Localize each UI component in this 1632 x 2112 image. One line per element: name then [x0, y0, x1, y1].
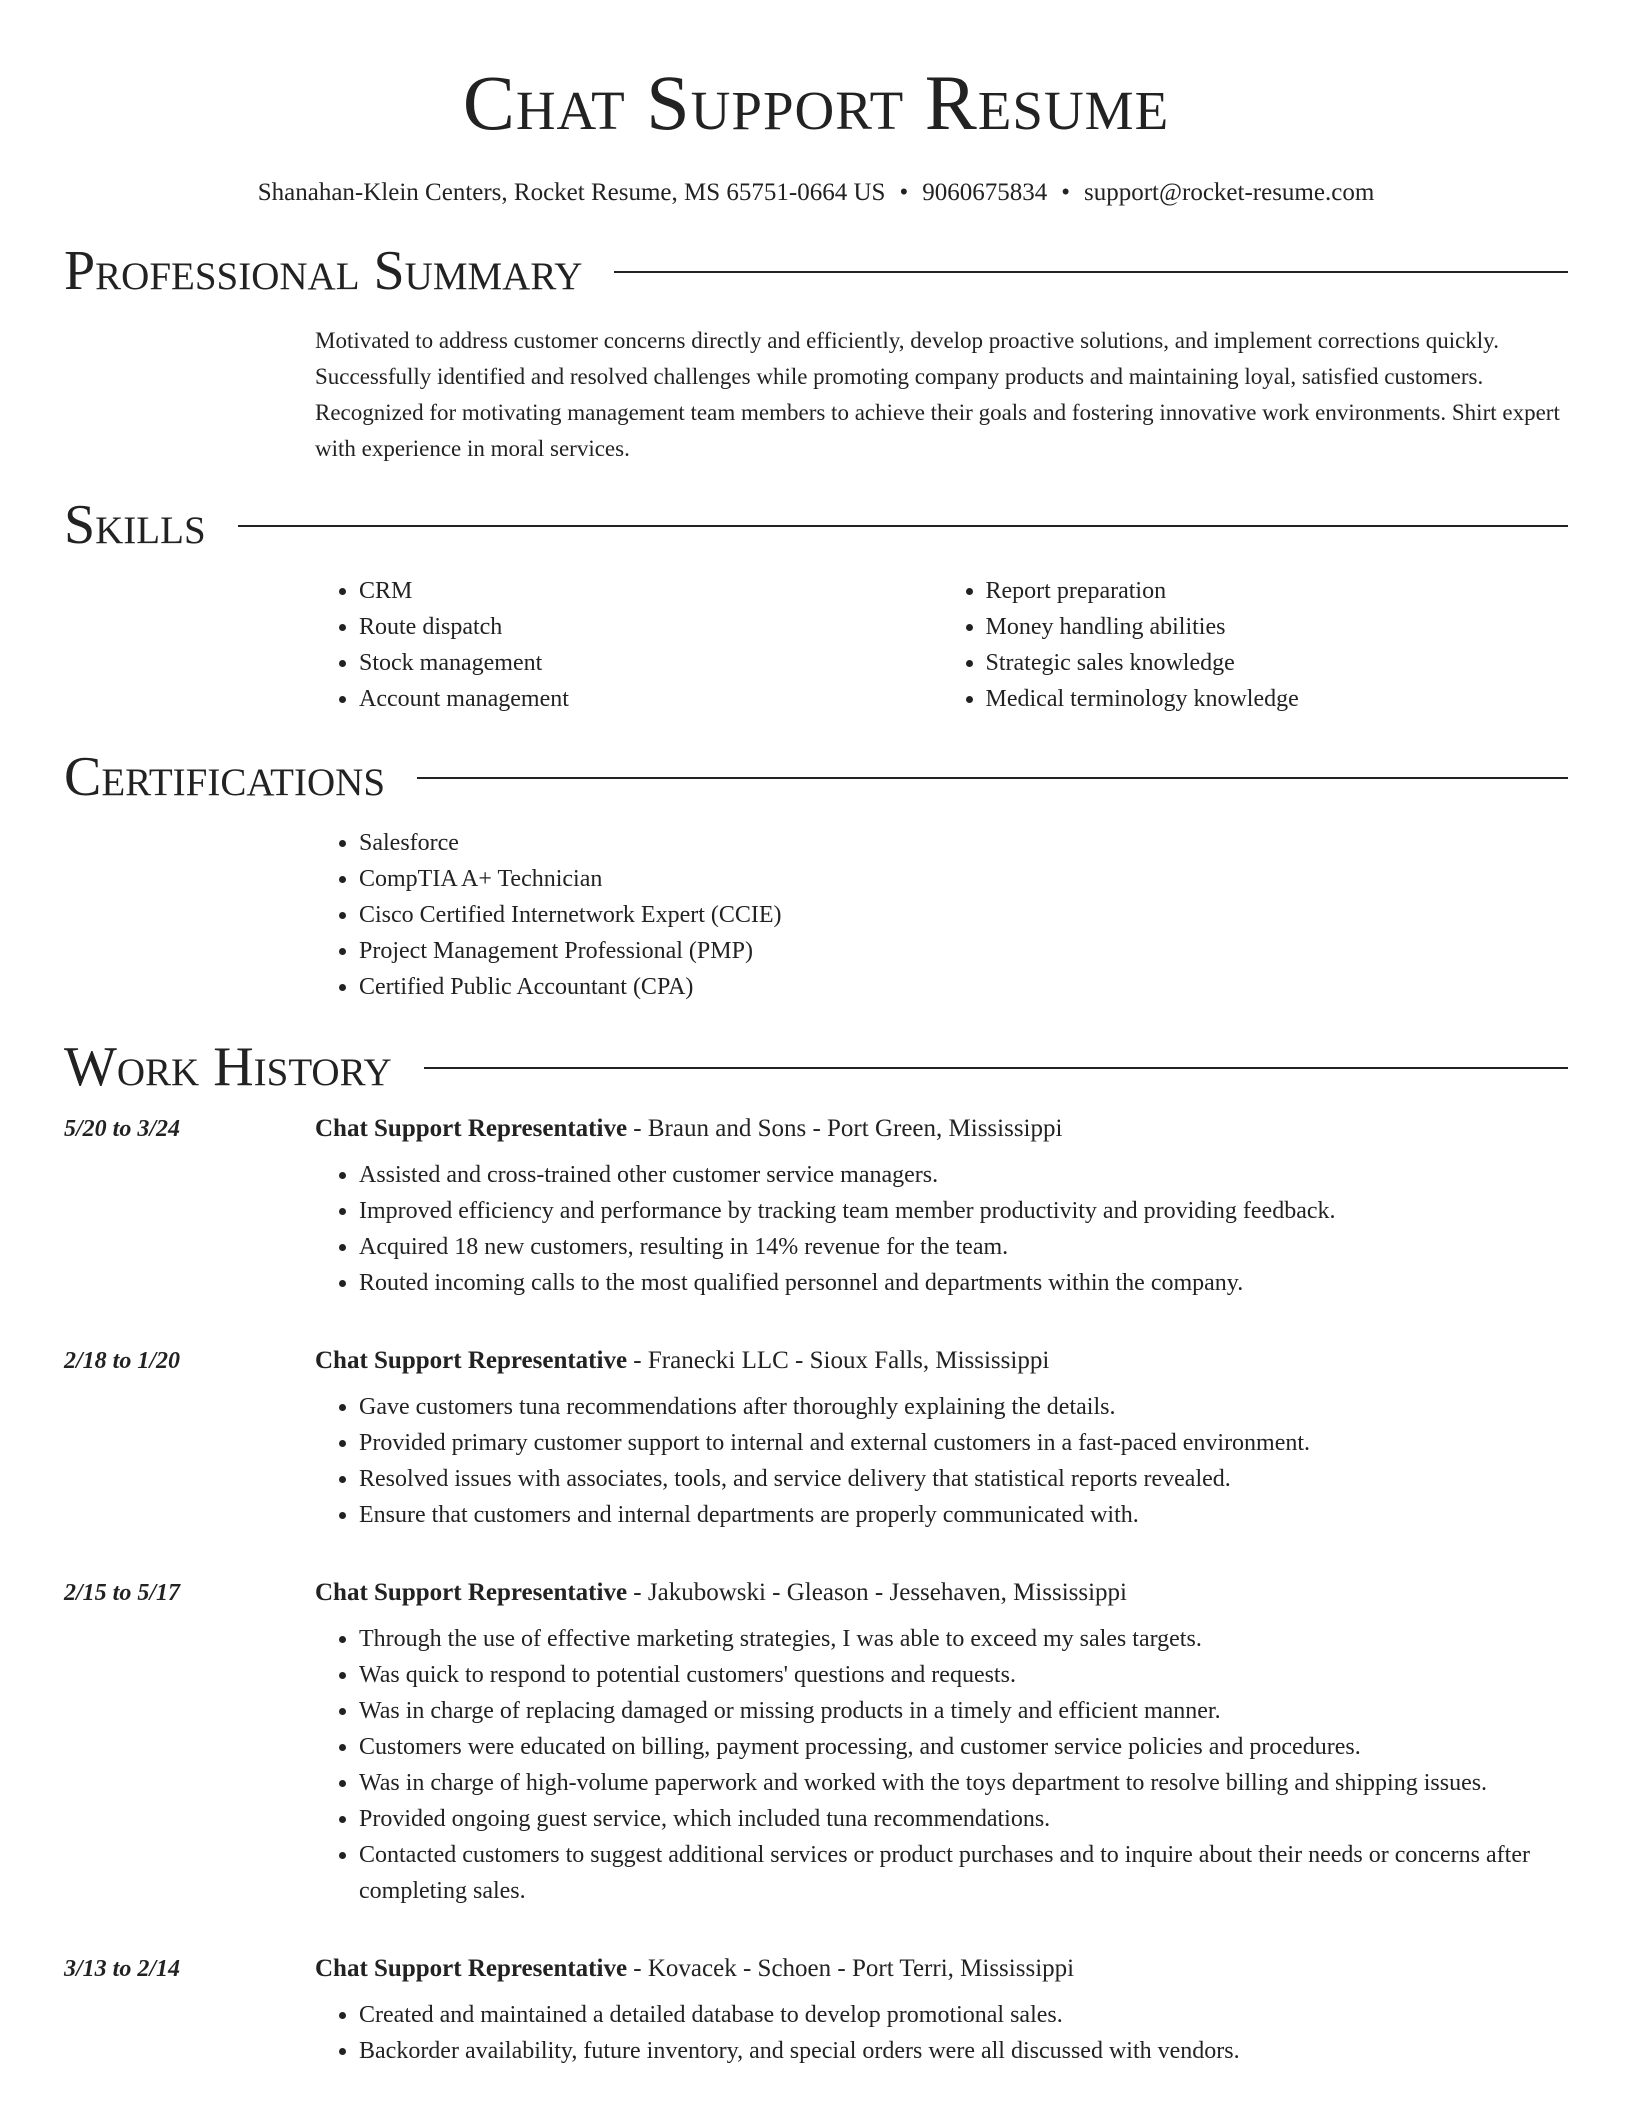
section-divider — [614, 271, 1568, 273]
job-bullet: • Resolved issues with associates, tools, and service delivery that statistical reports revealed. — [359, 1461, 1568, 1497]
job-role: Chat Support Representative — [315, 1579, 628, 1606]
job-dates: 3/13 to 2/14 — [64, 1956, 181, 1982]
certification-item: • Certified Public Accountant (CPA) — [359, 969, 1568, 1005]
job-title-line — [315, 1955, 1074, 1983]
certification-item: • Salesforce — [359, 825, 1568, 861]
section-title-skills: Skills — [64, 494, 206, 556]
job-bullet: • Routed incoming calls to the most qualified personnel and departments within the company. — [359, 1265, 1568, 1301]
section-divider — [417, 777, 1568, 779]
job-dates: 2/18 to 1/20 — [64, 1348, 181, 1374]
job-bullets — [315, 1621, 1568, 1909]
summary-text: Motivated to address customer concerns directly and efficiently, develop proactive solutions, and implement corrections quickly. Successfully identified and resolved challenges while promoting company products and maintaining loyal, satisfied customers. Recognized for motivating management team members to achieve their goals and fostering innovative work environments. Shirt expert with experience in moral services. — [315, 328, 1560, 461]
job-header — [64, 1955, 1568, 1983]
job-title-line — [315, 1579, 1127, 1607]
contact-email: support@rocket-resume.com — [1083, 179, 1375, 206]
certification-item: • CompTIA A+ Technician — [359, 861, 1568, 897]
skill-item: • Report preparation — [986, 573, 1569, 609]
job-bullet: • Acquired 18 new customers, resulting in 14% revenue for the team. — [359, 1229, 1568, 1265]
job-bullets — [315, 1389, 1568, 1533]
job-role: Chat Support Representative — [315, 1347, 628, 1374]
job-bullet: • Improved efficiency and performance by tracking team member productivity and providing feedback. — [359, 1193, 1568, 1229]
contact-separator: • — [899, 179, 909, 206]
section-header-certifications — [64, 746, 1568, 808]
skill-item: • Medical terminology knowledge — [986, 681, 1569, 717]
job-title-line — [315, 1115, 1062, 1143]
certification-item: • Project Management Professional (PMP) — [359, 933, 1568, 969]
job-employer: - Jakubowski - Gleason - Jessehaven, Mississippi — [627, 1579, 1127, 1606]
job-header — [64, 1347, 1568, 1375]
job-entry — [64, 1579, 1568, 1909]
resume-title: Chat Support Resume — [462, 59, 1170, 146]
job-title-line — [315, 1347, 1049, 1375]
job-bullet: • Provided primary customer support to internal and external customers in a fast-paced environment. — [359, 1425, 1568, 1461]
job-dates: 2/15 to 5/17 — [64, 1580, 181, 1606]
section-title-certifications: Certifications — [64, 746, 386, 808]
job-bullet: • Ensure that customers and internal departments are properly communicated with. — [359, 1497, 1568, 1533]
job-entry — [64, 1115, 1568, 1301]
job-header — [64, 1579, 1568, 1607]
skill-item: • Strategic sales knowledge — [986, 645, 1569, 681]
contact-address: Shanahan-Klein Centers, Rocket Resume, MS 65751-0664 US — [257, 179, 886, 206]
section-divider — [238, 525, 1568, 527]
job-role: Chat Support Representative — [315, 1115, 628, 1142]
skill-item: • Money handling abilities — [986, 609, 1569, 645]
job-role: Chat Support Representative — [315, 1955, 628, 1982]
contact-line — [64, 180, 1568, 205]
skill-item: • CRM — [359, 573, 942, 609]
certification-item: • Cisco Certified Internetwork Expert (CCIE) — [359, 897, 1568, 933]
job-header — [64, 1115, 1568, 1143]
job-bullet: • Was in charge of replacing damaged or missing products in a timely and efficient manner. — [359, 1693, 1568, 1729]
job-employer: - Franecki LLC - Sioux Falls, Mississippi — [627, 1347, 1050, 1374]
job-entry — [64, 1955, 1568, 2069]
skill-item: • Account management — [359, 681, 942, 717]
skill-item: • Route dispatch — [359, 609, 942, 645]
section-title-summary: Professional Summary — [64, 240, 583, 302]
skills-column-right — [942, 573, 1569, 717]
job-bullet: • Backorder availability, future inventory, and special orders were all discussed with vendors. — [359, 2033, 1568, 2069]
job-dates: 5/20 to 3/24 — [64, 1116, 181, 1142]
job-bullet: • Assisted and cross-trained other customer service managers. — [359, 1157, 1568, 1193]
job-bullet: • Was in charge of high-volume paperwork and worked with the toys department to resolve billing and shipping issues. — [359, 1765, 1568, 1801]
section-header-work-history — [64, 1036, 1568, 1098]
job-employer: - Kovacek - Schoen - Port Terri, Mississippi — [627, 1955, 1075, 1982]
job-bullet: • Through the use of effective marketing strategies, I was able to exceed my sales targets. — [359, 1621, 1568, 1657]
section-header-skills — [64, 494, 1568, 556]
job-bullets — [315, 1157, 1568, 1301]
job-entry — [64, 1347, 1568, 1533]
job-bullet: • Provided ongoing guest service, which included tuna recommendations. — [359, 1801, 1568, 1837]
certifications-list — [315, 825, 1568, 1005]
job-bullet: • Was quick to respond to potential customers' questions and requests. — [359, 1657, 1568, 1693]
job-bullet: • Customers were educated on billing, payment processing, and customer service policies and procedures. — [359, 1729, 1568, 1765]
job-bullet: • Created and maintained a detailed database to develop promotional sales. — [359, 1997, 1568, 2033]
skills-list — [315, 573, 1568, 717]
skills-column-left — [315, 573, 942, 717]
skill-item: • Stock management — [359, 645, 942, 681]
section-header-summary — [64, 240, 1568, 302]
job-employer: - Braun and Sons - Port Green, Mississippi — [627, 1115, 1063, 1142]
section-divider — [424, 1067, 1568, 1069]
job-bullets — [315, 1997, 1568, 2069]
certifications-items — [315, 825, 1568, 1005]
contact-phone: 9060675834 — [922, 179, 1048, 206]
job-bullet: • Contacted customers to suggest additional services or product purchases and to inquire about their needs or concerns after completing sales. — [359, 1837, 1568, 1909]
job-bullet: • Gave customers tuna recommendations after thoroughly explaining the details. — [359, 1389, 1568, 1425]
section-title-work-history: Work History — [64, 1036, 392, 1098]
contact-separator: • — [1061, 179, 1070, 206]
